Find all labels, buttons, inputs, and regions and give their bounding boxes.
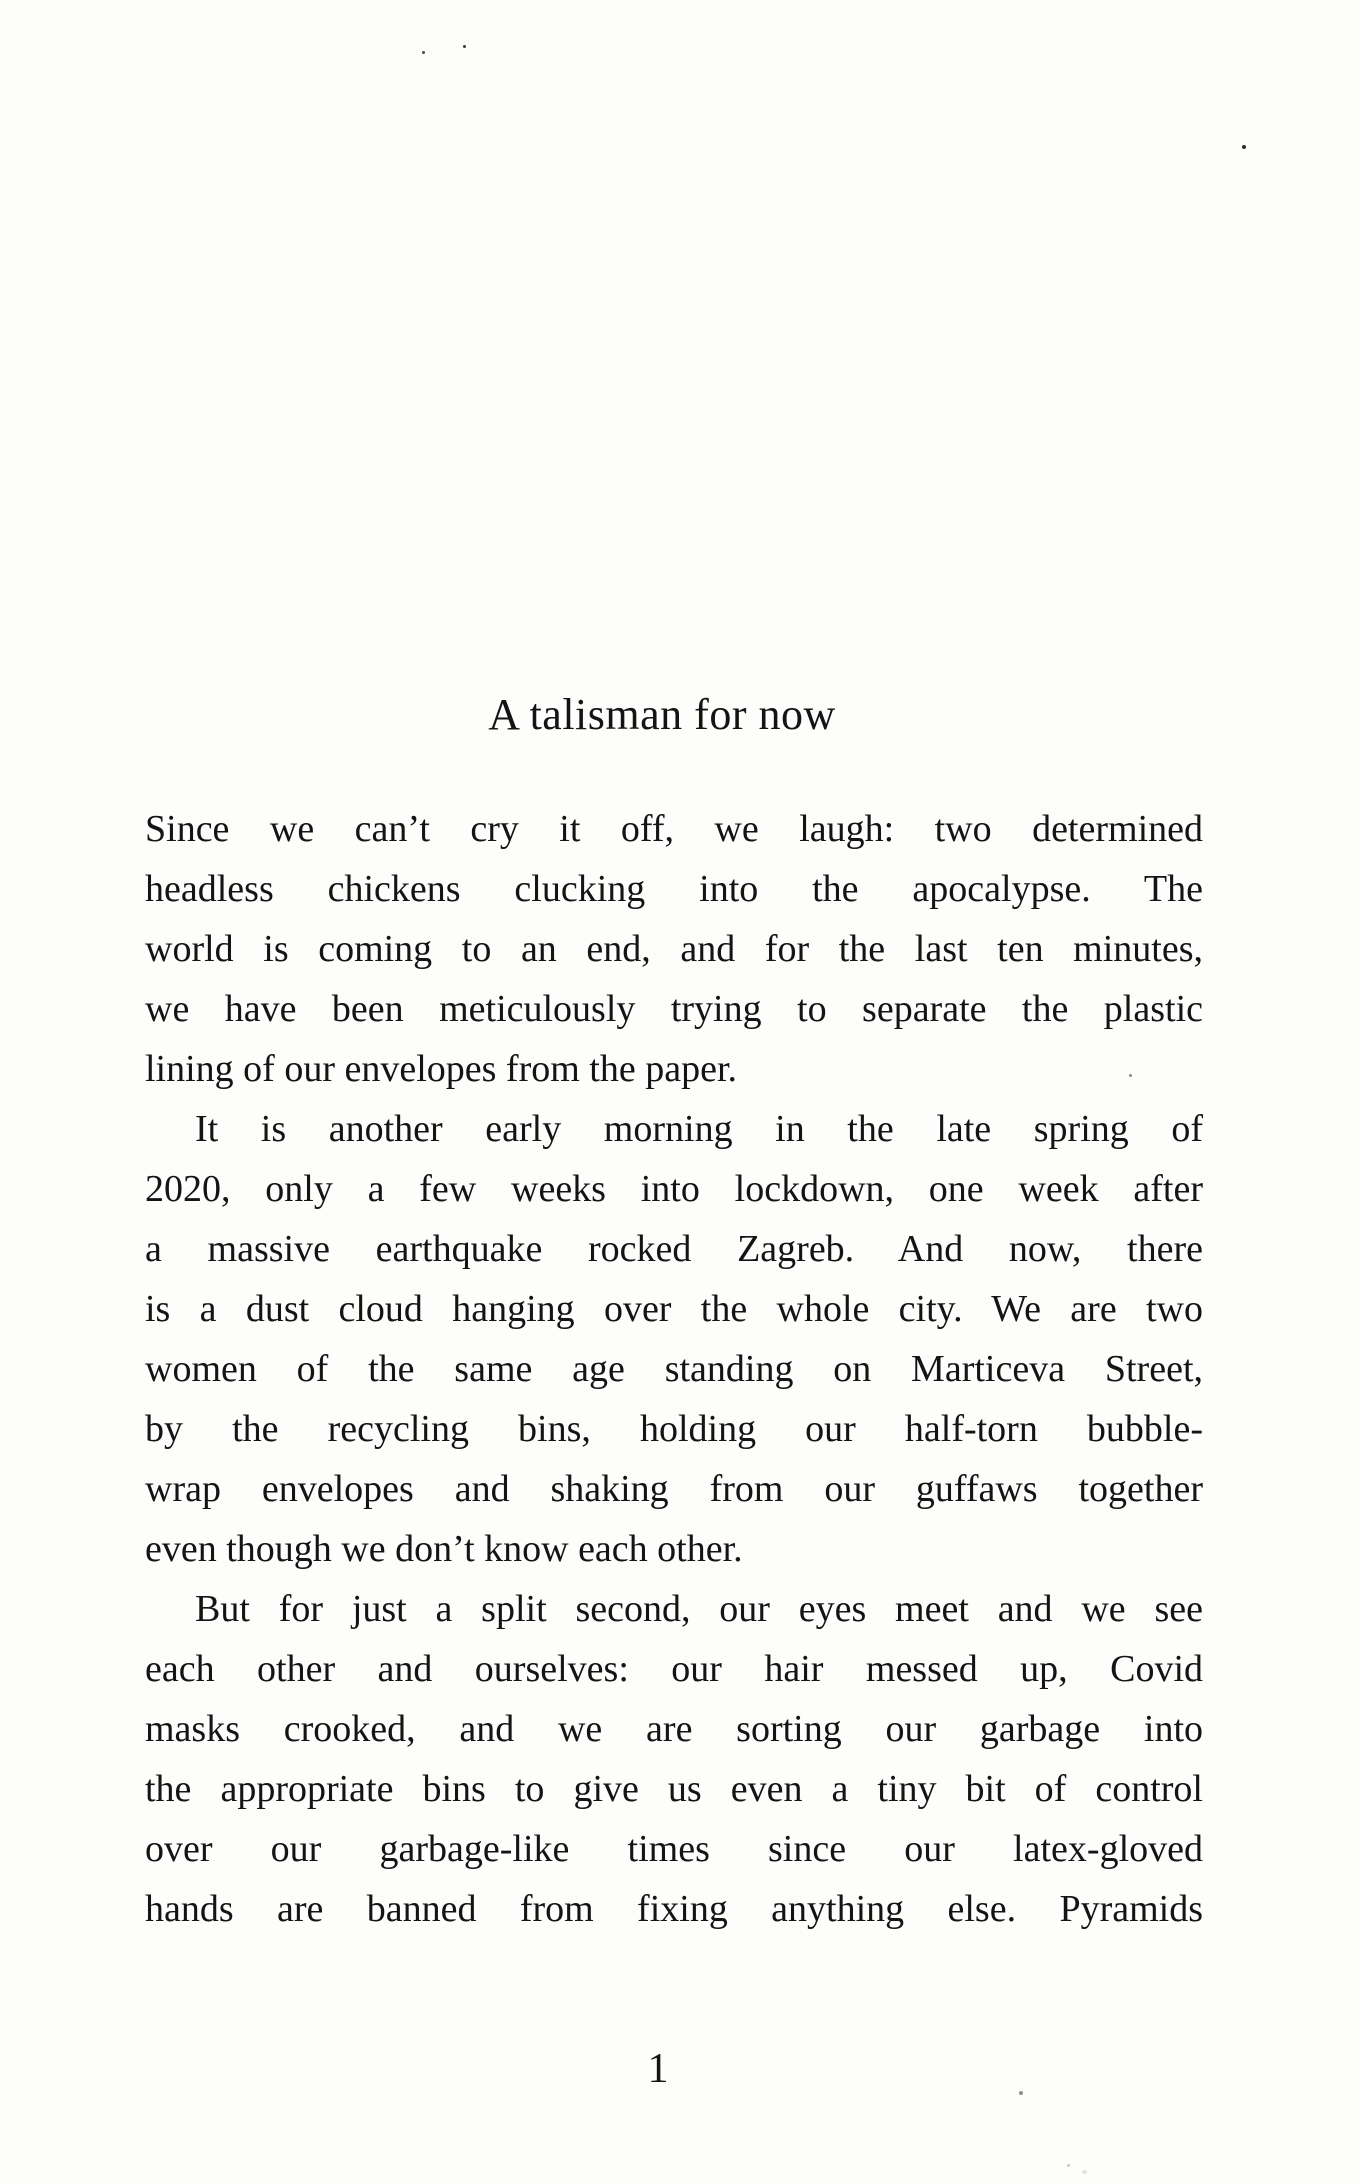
text-line: we have been meticulously trying to separate the plastic bbox=[145, 988, 1203, 1030]
text-line: is a dust cloud hanging over the whole city. We are two bbox=[145, 1288, 1203, 1330]
text-line: But for just a split second, our eyes meet and we see bbox=[195, 1588, 1203, 1630]
text-line: by the recycling bins, holding our half-torn bubble- bbox=[145, 1408, 1203, 1450]
text-line: over our garbage-like times since our latex-gloved bbox=[145, 1828, 1203, 1870]
page-number: 1 bbox=[647, 2046, 669, 2092]
text-line: lining of our envelopes from the paper. bbox=[145, 1048, 738, 1090]
scan-speck bbox=[1067, 2164, 1070, 2167]
text-line: even though we don’t know each other. bbox=[145, 1528, 743, 1570]
scan-speck bbox=[1082, 2170, 1087, 2174]
text-line: the appropriate bins to give us even a tiny bit of control bbox=[145, 1768, 1203, 1810]
text-line: headless chickens clucking into the apocalypse. The bbox=[145, 868, 1203, 910]
scan-speck bbox=[463, 45, 466, 48]
scan-speck bbox=[422, 51, 425, 54]
body-text bbox=[145, 799, 1203, 1939]
text-line: masks crooked, and we are sorting our garbage into bbox=[145, 1708, 1203, 1750]
text-line: 2020, only a few weeks into lockdown, one week after bbox=[145, 1168, 1203, 1210]
page-title: A talisman for now bbox=[488, 690, 836, 739]
text-line: women of the same age standing on Marticeva Street, bbox=[145, 1348, 1203, 1390]
text-line: a massive earthquake rocked Zagreb. And now, there bbox=[145, 1228, 1203, 1270]
text-line: world is coming to an end, and for the last ten minutes, bbox=[145, 928, 1203, 970]
text-line: It is another early morning in the late spring of bbox=[195, 1108, 1203, 1150]
scan-speck bbox=[1242, 145, 1246, 149]
text-line: Since we can’t cry it off, we laugh: two determined bbox=[145, 808, 1203, 850]
text-line: hands are banned from fixing anything else. Pyramids bbox=[145, 1888, 1203, 1930]
text-line: wrap envelopes and shaking from our guffaws together bbox=[145, 1468, 1203, 1510]
text-line: each other and ourselves: our hair messed up, Covid bbox=[145, 1648, 1203, 1690]
